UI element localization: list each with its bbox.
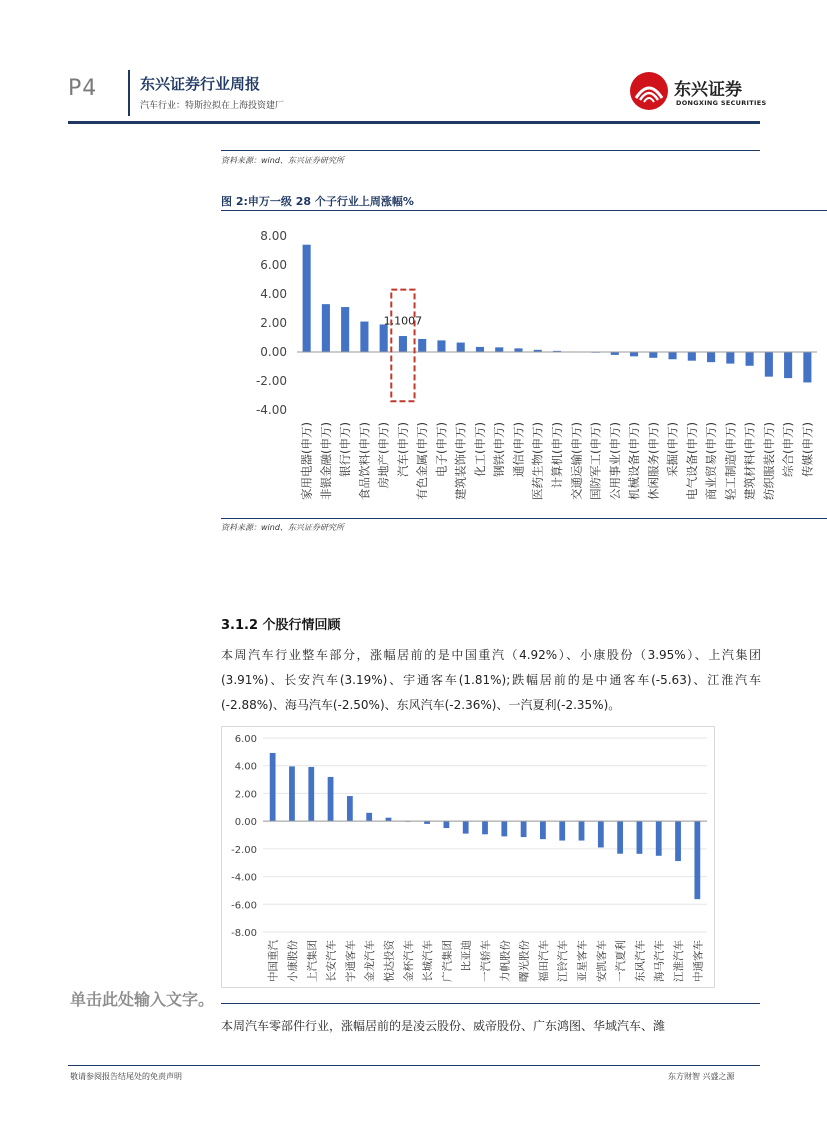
category-label: 安凯客车 — [595, 940, 608, 982]
figure-2-bottom-rule — [221, 518, 827, 519]
category-label: 食品饮料(申万) — [357, 422, 372, 500]
figure-2-title: 图 2:申万一级 28 个子行业上周涨幅% — [221, 195, 414, 208]
bar-一汽夏利 — [617, 821, 623, 854]
report-subtitle: 汽车行业：特斯拉拟在上海投资建厂 — [140, 101, 285, 111]
category-label: 小康股份 — [286, 940, 299, 982]
bar-商业贸易(申万) — [707, 352, 715, 362]
category-label: 力帆股份 — [499, 940, 512, 982]
category-label: 机械设备(申万) — [627, 422, 642, 500]
bar-宇通客车 — [347, 796, 353, 821]
y-tick-label: 2.00 — [234, 789, 257, 801]
bar-小康股份 — [289, 766, 295, 821]
y-tick-label: -2.00 — [231, 844, 257, 856]
page-number: P4 — [68, 76, 98, 101]
bar-东风汽车 — [637, 821, 643, 854]
category-label: 曙光股份 — [518, 940, 531, 982]
category-label: 休闲服务(申万) — [646, 421, 661, 500]
y-tick-label: 6.00 — [260, 258, 287, 272]
bar-建筑装饰(申万) — [457, 343, 465, 352]
bar-福田汽车 — [540, 821, 546, 839]
source-note-figure-2: 资料来源：wind、东兴证券研究所 — [221, 523, 344, 532]
category-label: 钢铁(申万) — [492, 422, 507, 477]
bar-采掘(申万) — [669, 352, 677, 359]
bar-安凯客车 — [598, 821, 604, 847]
bar-纺织服装(申万) — [765, 352, 773, 377]
bar-汽车(申万) — [399, 336, 407, 352]
category-label: 医药生物(申万) — [530, 422, 545, 500]
bar-一汽轿车 — [482, 821, 488, 834]
bar-电子(申万) — [437, 340, 445, 352]
category-label: 纺织服装(申万) — [761, 422, 776, 500]
category-label: 建筑材料(申万) — [742, 422, 757, 500]
category-label: 电气设备(申万) — [684, 422, 699, 500]
category-label: 上汽集团 — [306, 940, 319, 982]
text-placeholder[interactable]: 单击此处输入文字。 — [70, 990, 215, 1009]
report-title: 东兴证券行业周报 — [140, 75, 261, 93]
category-label: 公用事业(申万) — [607, 422, 622, 500]
source-rule — [221, 150, 760, 151]
bar-有色金属(申万) — [418, 339, 426, 352]
bar-食品饮料(申万) — [360, 322, 368, 352]
vehicle-stock-weekly-change-chart — [221, 726, 715, 988]
y-tick-label: 4.00 — [260, 287, 287, 301]
bar-比亚迪 — [463, 821, 469, 833]
y-tick-label: -2.00 — [255, 374, 287, 388]
bar-机械设备(申万) — [630, 352, 638, 356]
category-label: 东风汽车 — [634, 940, 647, 982]
bar-海马汽车 — [656, 821, 662, 856]
bar-银行(申万) — [341, 307, 349, 352]
y-tick-label: 0.00 — [234, 817, 257, 829]
y-tick-label: -6.00 — [231, 900, 257, 912]
category-label: 电子(申万) — [434, 422, 449, 477]
category-label: 通信(申万) — [511, 422, 526, 477]
bar-非银金融(申万) — [322, 304, 330, 352]
source-note-top: 资料来源：wind、东兴证券研究所 — [221, 156, 344, 165]
company-logo-english: DONGXING SECURITIES — [676, 99, 767, 107]
category-label: 江铃汽车 — [557, 940, 570, 982]
category-label: 广汽集团 — [441, 940, 454, 982]
bar-悦达投资 — [386, 818, 392, 821]
section-paragraph: 本周汽车行业整车部分，涨幅居前的是中国重汽（4.92%）、小康股份（3.95%）、上汽集团(3.91%)、长安汽车(3.19%)、宇通客车(1.81%);跌幅居前的是中通客车(-5.63)、江淮汽车(-2.88%)、海马汽车(-2.50%)、东风汽车(-2.36%)、一汽夏利(-2.35%)。 — [221, 648, 761, 712]
bar-上汽集团 — [308, 767, 314, 821]
category-label: 江淮汽车 — [673, 940, 686, 982]
category-label: 采掘(申万) — [665, 422, 680, 477]
bar-力帆股份 — [501, 821, 507, 836]
y-tick-label: -4.00 — [255, 403, 287, 417]
y-tick-label: 2.00 — [260, 316, 287, 330]
category-label: 长安汽车 — [325, 940, 338, 982]
header-divider — [128, 70, 130, 116]
category-label: 海马汽车 — [653, 940, 666, 982]
category-label: 银行(申万) — [338, 422, 353, 477]
header-rule — [68, 121, 760, 124]
bar-化工(申万) — [476, 347, 484, 352]
bar-房地产(申万) — [380, 324, 388, 352]
y-tick-label: 8.00 — [260, 229, 287, 243]
company-logo-icon — [630, 72, 668, 110]
bar-综合(申万) — [784, 352, 792, 378]
bar-广汽集团 — [443, 821, 449, 828]
bar-传媒(申万) — [803, 352, 811, 382]
category-label: 汽车(申万) — [395, 422, 410, 477]
category-label: 传媒(申万) — [800, 422, 815, 477]
bar-亚星客车 — [579, 821, 585, 840]
category-label: 中通客车 — [692, 940, 705, 982]
industry-weekly-change-chart — [221, 212, 821, 516]
category-label: 国防军工(申万) — [588, 422, 603, 500]
y-tick-label: -8.00 — [231, 928, 257, 939]
category-label: 一汽轿车 — [480, 940, 492, 982]
category-label: 中国重汽 — [267, 940, 280, 982]
category-label: 计算机(申万) — [550, 422, 564, 489]
category-label: 一汽夏利 — [615, 940, 628, 982]
bar-钢铁(申万) — [495, 347, 503, 352]
category-label: 综合(申万) — [781, 422, 796, 477]
content-rule — [221, 1003, 760, 1004]
category-label: 商业贸易(申万) — [704, 422, 719, 500]
footer-slogan: 东方财智 兴盛之源 — [668, 1072, 735, 1081]
category-label: 房地产(申万) — [376, 422, 391, 489]
category-label: 化工(申万) — [472, 422, 487, 477]
bar-中国重汽 — [270, 753, 276, 821]
category-label: 金龙汽车 — [364, 940, 377, 982]
category-label: 福田汽车 — [537, 940, 550, 982]
category-label: 轻工制造(申万) — [723, 422, 738, 500]
category-label: 悦达投资 — [383, 940, 396, 982]
bar-家用电器(申万) — [303, 245, 311, 352]
category-label: 家用电器(申万) — [299, 422, 314, 500]
category-label: 交通运输(申万) — [569, 422, 584, 500]
bar-通信(申万) — [514, 348, 522, 352]
y-tick-label: 6.00 — [234, 734, 257, 745]
section-title: 3.1.2 个股行情回顾 — [221, 618, 341, 633]
bar-中通客车 — [694, 821, 700, 899]
bar-江淮汽车 — [675, 821, 681, 861]
y-tick-label: 4.00 — [234, 761, 257, 773]
y-tick-label: -4.00 — [231, 872, 257, 884]
highlight-data-label: 1.1007 — [383, 314, 423, 328]
category-label: 比亚迪 — [460, 940, 473, 972]
parts-paragraph: 本周汽车零部件行业，涨幅居前的是凌云股份、威帝股份、广东鸿图、华域汽车、潍 — [221, 1019, 666, 1033]
category-label: 建筑装饰(申万) — [453, 422, 468, 500]
category-label: 长城汽车 — [422, 940, 435, 982]
bar-轻工制造(申万) — [726, 352, 734, 364]
y-tick-label: 0.00 — [260, 345, 287, 359]
bar-建筑材料(申万) — [746, 352, 754, 366]
category-label: 宇通客车 — [344, 940, 357, 982]
bar-江铃汽车 — [559, 821, 565, 840]
footer-disclaimer: 敬请参阅报告结尾处的免责声明 — [70, 1072, 182, 1081]
bar-长安汽车 — [328, 777, 334, 821]
category-label: 金杯汽车 — [402, 940, 415, 982]
bar-电气设备(申万) — [688, 352, 696, 361]
footer-rule — [68, 1065, 760, 1066]
category-label: 有色金属(申万) — [415, 422, 430, 500]
bar-金龙汽车 — [366, 813, 372, 821]
category-label: 亚星客车 — [576, 940, 589, 982]
bar-曙光股份 — [521, 821, 527, 837]
category-label: 非银金融(申万) — [318, 422, 333, 500]
bar-休闲服务(申万) — [649, 352, 657, 358]
figure-2-rule — [221, 210, 827, 211]
company-logo-text: 东兴证券 — [674, 80, 742, 100]
